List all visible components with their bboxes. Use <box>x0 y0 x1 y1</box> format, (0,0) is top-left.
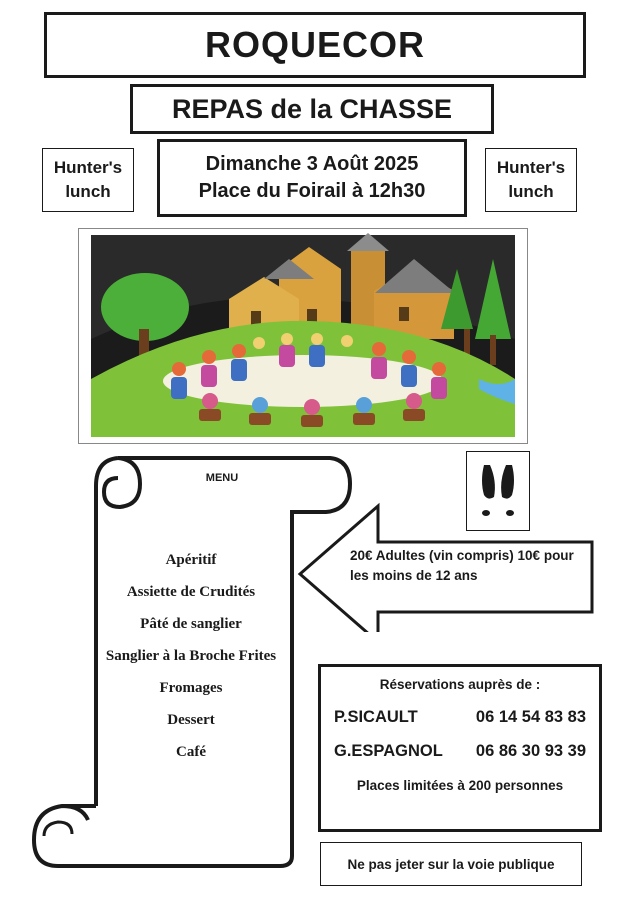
menu-title: MENU <box>205 472 239 484</box>
poster-subtitle: REPAS de la CHASSE <box>130 84 494 134</box>
place-line: Place du Foirail à 12h30 <box>198 180 426 202</box>
footer-note: Ne pas jeter sur la voie publique <box>320 842 582 886</box>
menu-item: Apéritif <box>165 552 217 568</box>
contact-phone: 06 86 30 93 39 <box>475 742 586 760</box>
menu-item: Café <box>176 744 206 760</box>
hunters-lunch-left: Hunter's lunch <box>42 148 134 212</box>
reservations-title: Réservations auprès de : <box>379 677 541 692</box>
menu-item: Assiette de Crudités <box>126 584 256 600</box>
date-line: Dimanche 3 Août 2025 <box>205 153 419 175</box>
contact-name: G.ESPAGNOL <box>334 742 443 760</box>
contact-row <box>334 708 586 727</box>
places-note: Places limitées à 200 personnes <box>356 778 564 793</box>
price-text: 20€ Adultes (vin compris) 10€ pour les moins de 12 ans <box>350 548 574 583</box>
contact-name: P.SICAULT <box>334 708 418 726</box>
contact-row <box>334 742 586 761</box>
contact-phone: 06 14 54 83 83 <box>475 708 586 726</box>
menu-item: Pâté de sanglier <box>140 616 242 632</box>
menu-list <box>100 550 282 774</box>
menu-item: Sanglier à la Broche Frites <box>105 648 277 664</box>
poster-title: ROQUECOR <box>44 12 586 78</box>
reservations-box <box>318 664 602 832</box>
menu-item: Fromages <box>159 680 223 696</box>
hunters-lunch-right: Hunter's lunch <box>485 148 577 212</box>
menu-item: Dessert <box>167 712 215 728</box>
